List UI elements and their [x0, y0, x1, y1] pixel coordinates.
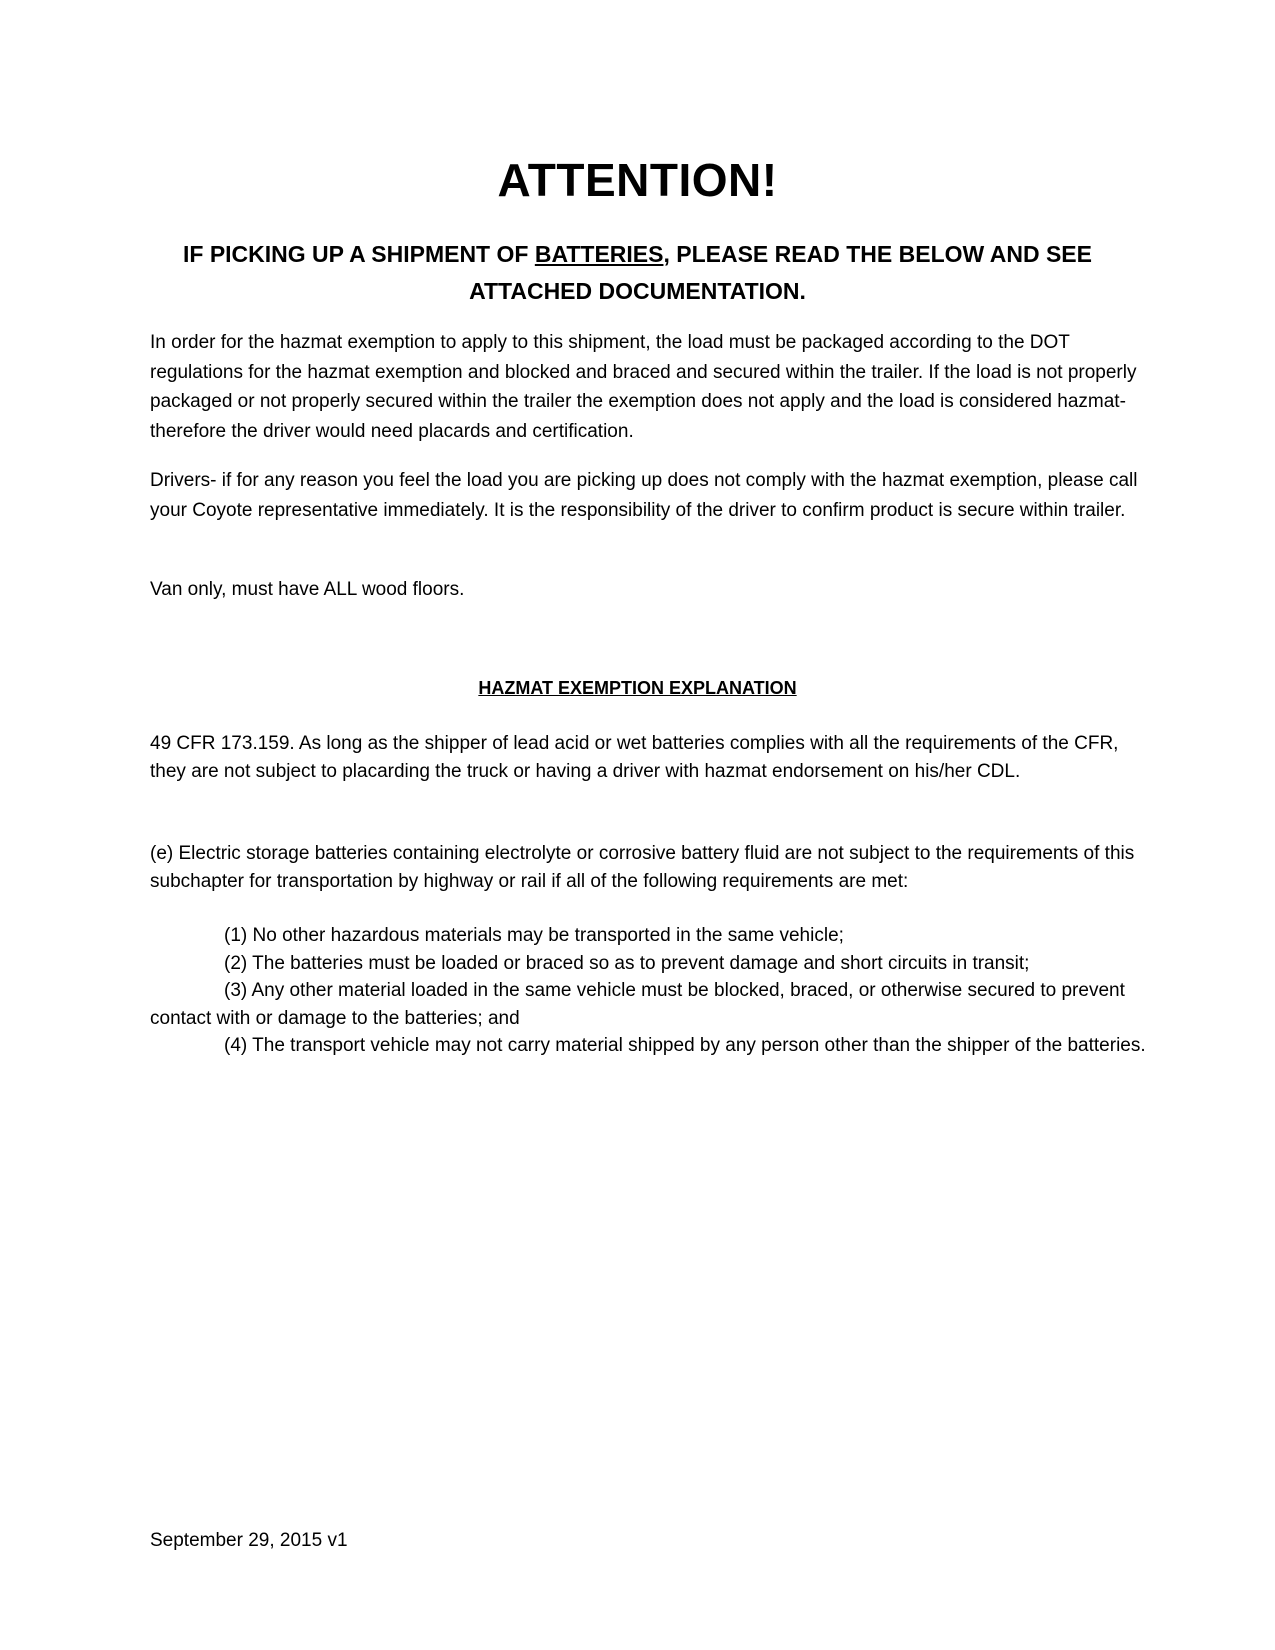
paragraph-exemption-conditions: In order for the hazmat exemption to apply to this shipment, the load must be packaged according to the DOT regulations for the hazmat exemption and blocked and braced and secured within the trailer. If the load is not properly packaged or not properly secured within the trailer the exemption does not apply and the load is considered hazmat- therefore the driver would need placards and certification. — [150, 332, 1137, 442]
page-subtitle — [150, 236, 1125, 310]
subtitle-emphasis: BATTERIES — [534, 241, 664, 267]
list-item: (2) The batteries must be loaded or braced so as to prevent damage and short circuits in transit; — [224, 952, 1030, 974]
footer-version-date: September 29, 2015 v1 — [150, 1530, 348, 1551]
page-title: ATTENTION! — [497, 154, 778, 206]
list-item: (4) The transport vehicle may not carry material shipped by any person other than the shipper of the batteries. — [224, 1035, 1146, 1056]
list-item: (3) Any other material loaded in the same vehicle must be blocked, braced, or otherwise secured to prevent contact with or damage to the batteries; and — [150, 980, 1125, 1029]
subtitle-suffix: , PLEASE READ THE BELOW AND SEE ATTACHED DOCUMENTATION. — [469, 241, 1092, 304]
section-heading: HAZMAT EXEMPTION EXPLANATION — [478, 678, 797, 698]
requirements-list — [150, 922, 1150, 1060]
list-item: (1) No other hazardous materials may be transported in the same vehicle; — [224, 925, 844, 946]
cfr-e-paragraph: (e) Electric storage batteries containing electrolyte or corrosive battery fluid are not subject to the requirements of this subchapter for transportation by highway or rail if all of the following requirements are met: — [150, 843, 1135, 892]
paragraph-driver-notice: Drivers- if for any reason you feel the load you are picking up does not comply with the hazmat exemption, please call your Coyote representative immediately. It is the responsibility of the driver to confirm product is secure within trailer. — [150, 470, 1138, 521]
paragraph-van-requirement: Van only, must have ALL wood floors. — [150, 579, 465, 600]
cfr-intro-paragraph: 49 CFR 173.159. As long as the shipper of lead acid or wet batteries complies with all the requirements of the CFR, they are not subject to placarding the truck or having a driver with hazmat endorsement on his/her CDL. — [150, 733, 1119, 782]
subtitle-prefix: IF PICKING UP A SHIPMENT OF — [182, 241, 535, 267]
